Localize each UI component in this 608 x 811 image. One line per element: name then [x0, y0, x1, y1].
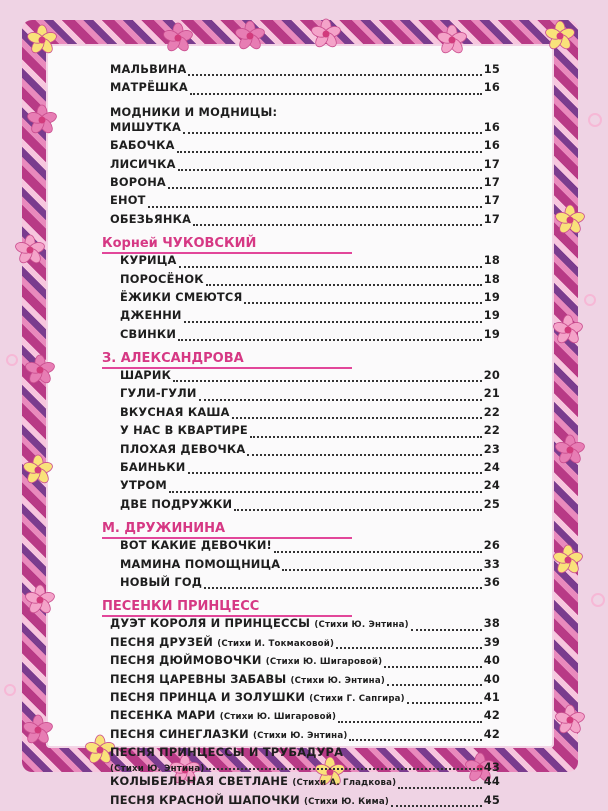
entry-title: ПОРОСЁНОК: [120, 271, 204, 286]
section-author: М. ДРУЖИНИНА: [102, 519, 302, 538]
dot-leader: [179, 266, 482, 268]
entry-note: (Стихи Ю. Энтина): [314, 620, 409, 631]
page-number: 42: [483, 708, 500, 723]
section-author: З. АЛЕКСАНДРОВА: [102, 349, 302, 368]
toc-entry[interactable]: [110, 497, 500, 515]
toc-entry[interactable]: [110, 635, 500, 653]
dot-leader: [391, 805, 482, 807]
dot-leader: [204, 587, 482, 589]
page-number: 23: [483, 441, 500, 456]
dot-leader: [244, 302, 481, 304]
page-number: 36: [483, 574, 500, 589]
toc-entry[interactable]: [110, 672, 500, 690]
toc-entry[interactable]: [110, 478, 500, 496]
page-number: 44: [483, 774, 500, 789]
page-number: 22: [483, 404, 500, 419]
toc-entry[interactable]: [110, 774, 500, 792]
section-author: ПЕСЕНКИ ПРИНЦЕСС: [102, 597, 302, 616]
dot-leader: [193, 224, 482, 226]
entry-title: ЕНОТ: [110, 193, 146, 208]
page-number: 26: [483, 538, 500, 553]
entry-title: ДУЭТ КОРОЛЯ И ПРИНЦЕССЫ (Стихи Ю. Энтина): [110, 616, 409, 631]
toc-entry[interactable]: [110, 575, 500, 593]
page-number: 17: [483, 193, 500, 208]
page-number: 18: [483, 253, 500, 268]
entry-note: (Стихи Ю. Энтина): [253, 730, 348, 741]
toc-entry[interactable]: [110, 405, 500, 423]
toc-entry[interactable]: [110, 327, 500, 345]
dot-leader: [232, 417, 482, 419]
toc-entry[interactable]: [110, 690, 500, 708]
dot-leader: [234, 509, 481, 511]
toc-entry-note-line: (Стихи Ю. Энтина) 43: [110, 760, 500, 775]
entry-title: ПЕСНЯ ДЮЙМОВОЧКИ (Стихи Ю. Шигаровой): [110, 653, 383, 668]
dot-leader: [177, 151, 482, 153]
toc-entry[interactable]: [110, 708, 500, 726]
dot-leader: [184, 321, 482, 323]
dot-leader: [183, 132, 482, 134]
dot-leader: [188, 472, 482, 474]
dot-leader: [250, 436, 482, 438]
entry-title: БАБОЧКА: [110, 138, 175, 153]
page-number: 18: [483, 271, 500, 286]
page-number: 42: [483, 726, 500, 741]
page-number: 16: [483, 119, 500, 134]
toc-entry[interactable]: [110, 272, 500, 290]
entry-title: МИШУТКА: [110, 119, 182, 134]
entry-title: СВИНКИ: [120, 326, 177, 341]
dot-leader: [336, 647, 482, 649]
entry-title: ДЖЕННИ: [120, 308, 182, 323]
page-number: 22: [483, 423, 500, 438]
dot-leader: [282, 569, 481, 571]
toc-entry[interactable]: [110, 460, 500, 478]
dot-leader: [148, 206, 482, 208]
toc-entry[interactable]: [110, 727, 500, 745]
page-number: 19: [483, 308, 500, 323]
dot-leader: [190, 93, 482, 95]
page-number: 38: [483, 616, 500, 631]
entry-title: УТРОМ: [120, 478, 167, 493]
entry-note: (Стихи И. Токмаковой): [217, 638, 335, 649]
entry-note: (Стихи Ю. Шигаровой): [219, 712, 337, 723]
dot-leader: [398, 787, 482, 789]
page-number: 45: [483, 792, 500, 807]
toc-entry[interactable]: [110, 308, 500, 326]
section-author: Корней ЧУКОВСКИЙ: [102, 234, 302, 253]
page-number: 19: [483, 326, 500, 341]
dot-leader: [274, 551, 482, 553]
dot-leader: [178, 339, 482, 341]
toc-entry[interactable]: [110, 157, 500, 175]
entry-title: ПЕСНЯ ПРИНЦА И ЗОЛУШКИ (Стихи Г. Сапгира): [110, 689, 405, 704]
toc-entry[interactable]: [110, 193, 500, 211]
entry-title: ПЕСЕНКА МАРИ (Стихи Ю. Шигаровой): [110, 708, 337, 723]
toc-entry[interactable]: [110, 290, 500, 308]
entry-title: ГУЛИ-ГУЛИ: [120, 386, 197, 401]
toc-entry[interactable]: [110, 653, 500, 671]
page-number: 16: [483, 138, 500, 153]
dot-leader: [206, 284, 482, 286]
dot-leader: [411, 629, 482, 631]
entry-note: (Стихи Ю. Энтина): [290, 675, 385, 686]
page-number: 39: [483, 634, 500, 649]
toc-entry[interactable]: [110, 557, 500, 575]
page-number: 16: [483, 80, 500, 95]
entry-title: ШАРИК: [120, 368, 172, 383]
page-number: 21: [483, 386, 500, 401]
toc-entry[interactable]: [110, 386, 500, 404]
dot-leader: [168, 187, 482, 189]
page-number: 40: [483, 653, 500, 668]
entry-note: (Стихи Ю. Кима): [304, 796, 389, 807]
entry-title: ДВЕ ПОДРУЖКИ: [120, 496, 233, 511]
dot-leader: [407, 702, 482, 704]
entry-title: ВКУСНАЯ КАША: [120, 404, 230, 419]
entry-title: ПЕСНЯ КРАСНОЙ ШАПОЧКИ (Стихи Ю. Кима): [110, 792, 389, 807]
page-number: 17: [483, 156, 500, 171]
entry-title: ЁЖИКИ СМЕЮТСЯ: [120, 289, 243, 304]
toc-entry[interactable]: [110, 253, 500, 271]
entry-title: МАЛЬВИНА: [110, 62, 187, 76]
toc-entry[interactable]: [110, 616, 500, 634]
page-number: 25: [483, 496, 500, 511]
entry-title: НОВЫЙ ГОД: [120, 574, 203, 589]
page-number: 43: [483, 760, 500, 775]
entry-title: У НАС В КВАРТИРЕ: [120, 423, 248, 438]
dot-leader: [178, 169, 482, 171]
page-number: 41: [483, 689, 500, 704]
dot-leader: [387, 684, 482, 686]
page-number: 15: [483, 62, 500, 76]
entry-note: (Стихи А. Гладкова): [292, 778, 397, 789]
page-number: 20: [483, 368, 500, 383]
table-of-contents: [102, 62, 500, 811]
page-number: 19: [483, 289, 500, 304]
toc-entry[interactable]: [110, 423, 500, 441]
page-number: 24: [483, 478, 500, 493]
toc-entry[interactable]: [110, 368, 500, 386]
dot-leader: [169, 491, 482, 493]
dot-leader: [247, 454, 481, 456]
page-number: 17: [483, 174, 500, 189]
toc-entry[interactable]: [110, 62, 500, 80]
entry-title: БАИНЬКИ: [120, 460, 186, 475]
toc-entry[interactable]: [110, 793, 500, 811]
toc-entry[interactable]: [110, 175, 500, 193]
entry-title: ВОРОНА: [110, 174, 166, 189]
dot-leader: [206, 768, 481, 770]
entry-title: МАТРЁШКА: [110, 80, 188, 95]
entry-title: ПЕСНЯ ДРУЗЕЙ (Стихи И. Токмаковой): [110, 634, 335, 649]
toc-entry[interactable]: [110, 212, 500, 230]
entry-title: ОБЕЗЬЯНКА: [110, 211, 192, 226]
entry-title: МАМИНА ПОМОЩНИЦА: [120, 556, 281, 571]
dot-leader: [338, 721, 482, 723]
entry-title: ЛИСИЧКА: [110, 156, 176, 171]
page-number: 33: [483, 556, 500, 571]
toc-entry[interactable]: [110, 538, 500, 556]
page-number: 17: [483, 211, 500, 226]
entry-title: ПЛОХАЯ ДЕВОЧКА: [120, 441, 246, 456]
toc-entry[interactable]: ПЕСНЯ ПРИНЦЕССЫ И ТРУБАДУРА: [110, 745, 344, 760]
entry-note: (Стихи Ю. Шигаровой): [265, 657, 383, 668]
toc-entry[interactable]: [110, 138, 500, 156]
toc-entry[interactable]: [110, 120, 500, 138]
group-heading: МОДНИКИ И МОДНИЦЫ:: [110, 104, 278, 119]
dot-leader: [173, 380, 482, 382]
page-number: 24: [483, 460, 500, 475]
toc-entry[interactable]: [110, 80, 500, 98]
dot-leader: [349, 739, 481, 741]
entry-note: (Стихи Г. Сапгира): [309, 693, 405, 704]
entry-title: КУРИЦА: [120, 253, 177, 268]
dot-leader: [199, 399, 482, 401]
toc-entry[interactable]: [110, 442, 500, 460]
dot-leader: [188, 74, 481, 76]
page-number: 40: [483, 671, 500, 686]
dot-leader: [384, 666, 482, 668]
entry-title: ПЕСНЯ СИНЕГЛАЗКИ (Стихи Ю. Энтина): [110, 726, 348, 741]
entry-title: ПЕСНЯ ЦАРЕВНЫ ЗАБАВЫ (Стихи Ю. Энтина): [110, 671, 385, 686]
entry-title: КОЛЫБЕЛЬНАЯ СВЕТЛАНЕ (Стихи А. Гладкова): [110, 774, 397, 789]
entry-title: ВОТ КАКИЕ ДЕВОЧКИ!: [120, 538, 272, 553]
